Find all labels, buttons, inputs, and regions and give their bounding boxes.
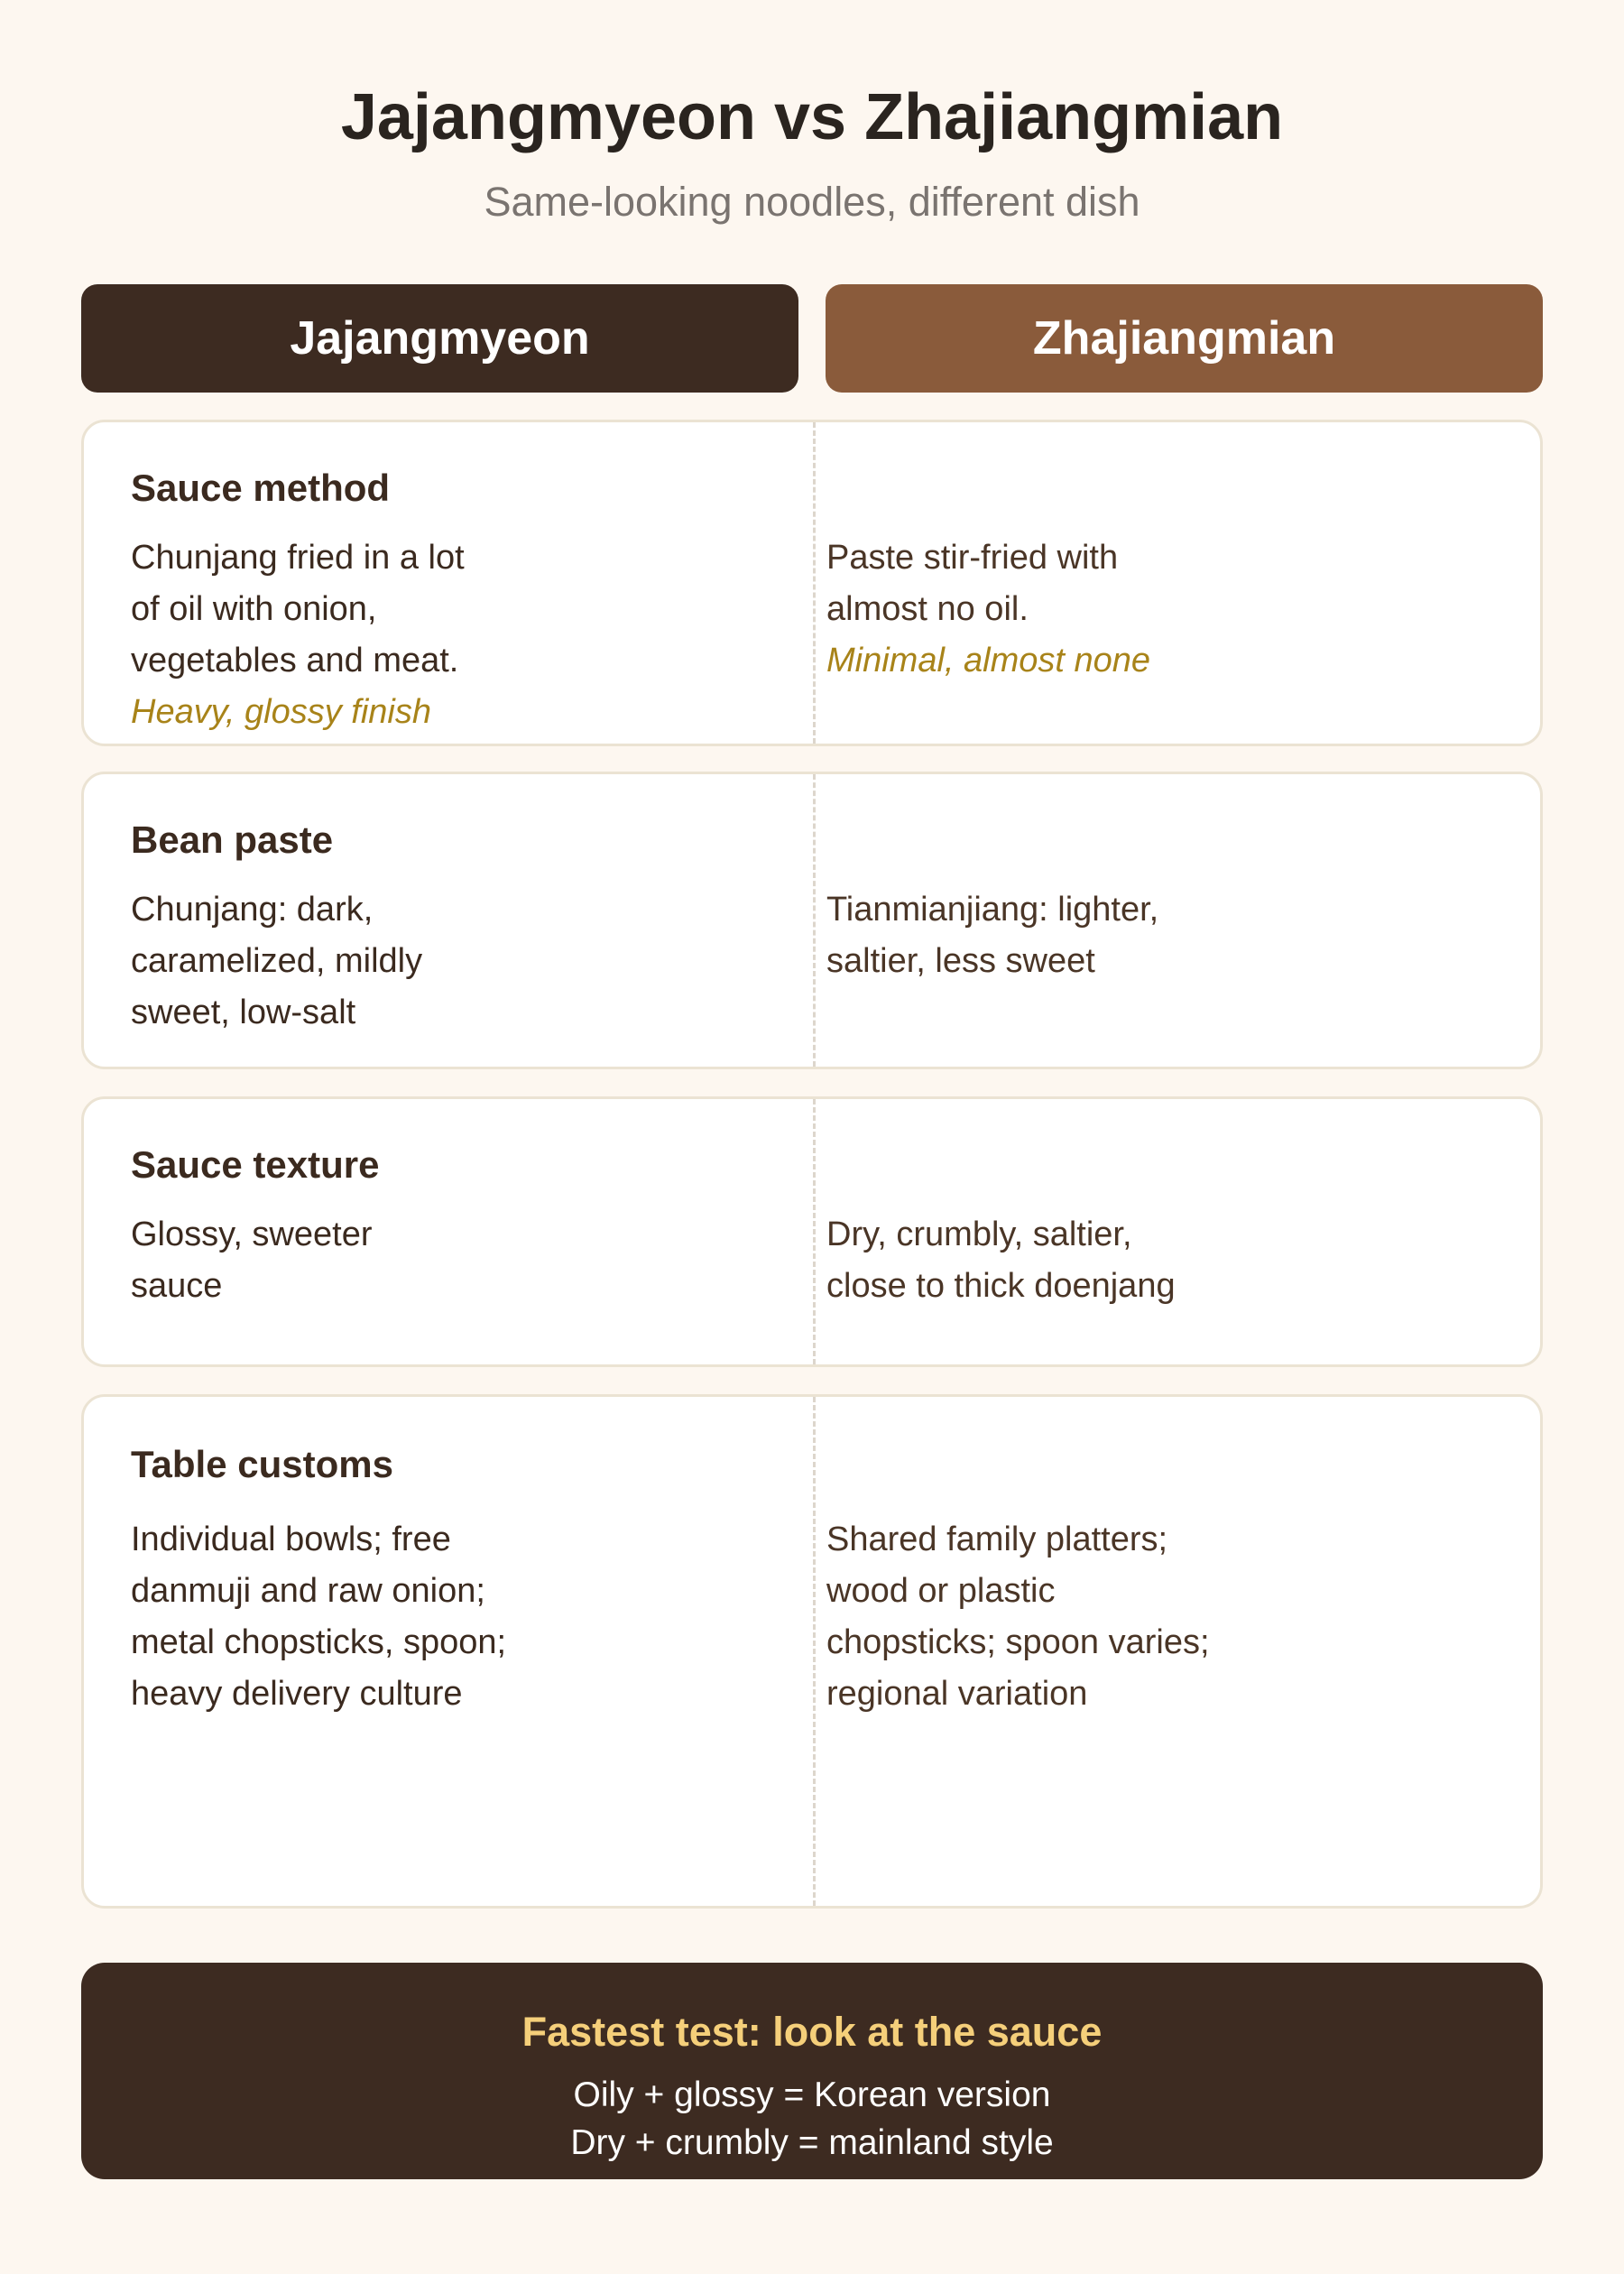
column-divider	[813, 1099, 816, 1364]
row-label: Sauce texture	[131, 1143, 380, 1186]
cell-line: regional variation	[826, 1675, 1088, 1713]
cell-line: almost no oil.	[826, 590, 1029, 628]
comparison-row-sauce-method	[81, 420, 1543, 746]
cell-line: chopsticks; spoon varies;	[826, 1623, 1210, 1661]
row-label: Sauce method	[131, 467, 391, 509]
cell-line: Individual bowls; free	[131, 1521, 451, 1558]
comparison-row-bean-paste	[81, 772, 1543, 1069]
cell-line: wood or plastic	[826, 1572, 1056, 1610]
summary-line-korean: Oily + glossy = Korean version	[573, 2075, 1051, 2114]
zhajiangmian-cell	[826, 532, 1512, 687]
zhajiangmian-cell	[826, 1209, 1512, 1312]
page-subtitle: Same-looking noodles, different dish	[484, 179, 1140, 225]
column-divider	[813, 422, 816, 744]
cell-line: sweet, low-salt	[131, 994, 356, 1031]
page-title: Jajangmyeon vs Zhajiangmian	[340, 81, 1284, 153]
cell-line: Chunjang fried in a lot	[131, 539, 465, 577]
jajangmyeon-cell	[131, 532, 780, 738]
cell-line: Dry, crumbly, saltier,	[826, 1216, 1132, 1253]
column-header-jajangmyeon: Jajangmyeon	[81, 284, 798, 393]
jajangmyeon-cell	[131, 884, 780, 1039]
zhajiangmian-cell	[826, 884, 1512, 987]
summary-line-mainland: Dry + crumbly = mainland style	[570, 2123, 1054, 2162]
cell-note: Minimal, almost none	[826, 642, 1151, 679]
cell-line: Glossy, sweeter	[131, 1216, 373, 1253]
comparison-row-table-customs	[81, 1394, 1543, 1909]
cell-line: Chunjang: dark,	[131, 891, 374, 929]
cell-line: Tianmianjiang: lighter,	[826, 891, 1159, 929]
summary-box	[81, 1963, 1543, 2179]
cell-line: caramelized, mildly	[131, 942, 423, 980]
cell-line: sauce	[131, 1267, 223, 1305]
cell-line: Paste stir-fried with	[826, 539, 1119, 577]
jajangmyeon-cell	[131, 1514, 780, 1720]
cell-line: vegetables and meat.	[131, 642, 459, 679]
column-header-zhajiangmian: Zhajiangmian	[826, 284, 1543, 393]
cell-line: metal chopsticks, spoon;	[131, 1623, 507, 1661]
cell-line: heavy delivery culture	[131, 1675, 463, 1713]
summary-title: Fastest test: look at the sauce	[521, 2009, 1103, 2055]
column-divider	[813, 1397, 816, 1906]
cell-note: Heavy, glossy finish	[131, 693, 431, 731]
comparison-row-sauce-texture	[81, 1096, 1543, 1367]
row-label: Bean paste	[131, 818, 334, 861]
cell-line: close to thick doenjang	[826, 1267, 1176, 1305]
column-divider	[813, 774, 816, 1067]
zhajiangmian-cell	[826, 1514, 1512, 1720]
cell-line: of oil with onion,	[131, 590, 377, 628]
jajangmyeon-cell	[131, 1209, 780, 1312]
row-label: Table customs	[131, 1443, 393, 1485]
cell-line: Shared family platters;	[826, 1521, 1168, 1558]
cell-line: danmuji and raw onion;	[131, 1572, 485, 1610]
cell-line: saltier, less sweet	[826, 942, 1095, 980]
